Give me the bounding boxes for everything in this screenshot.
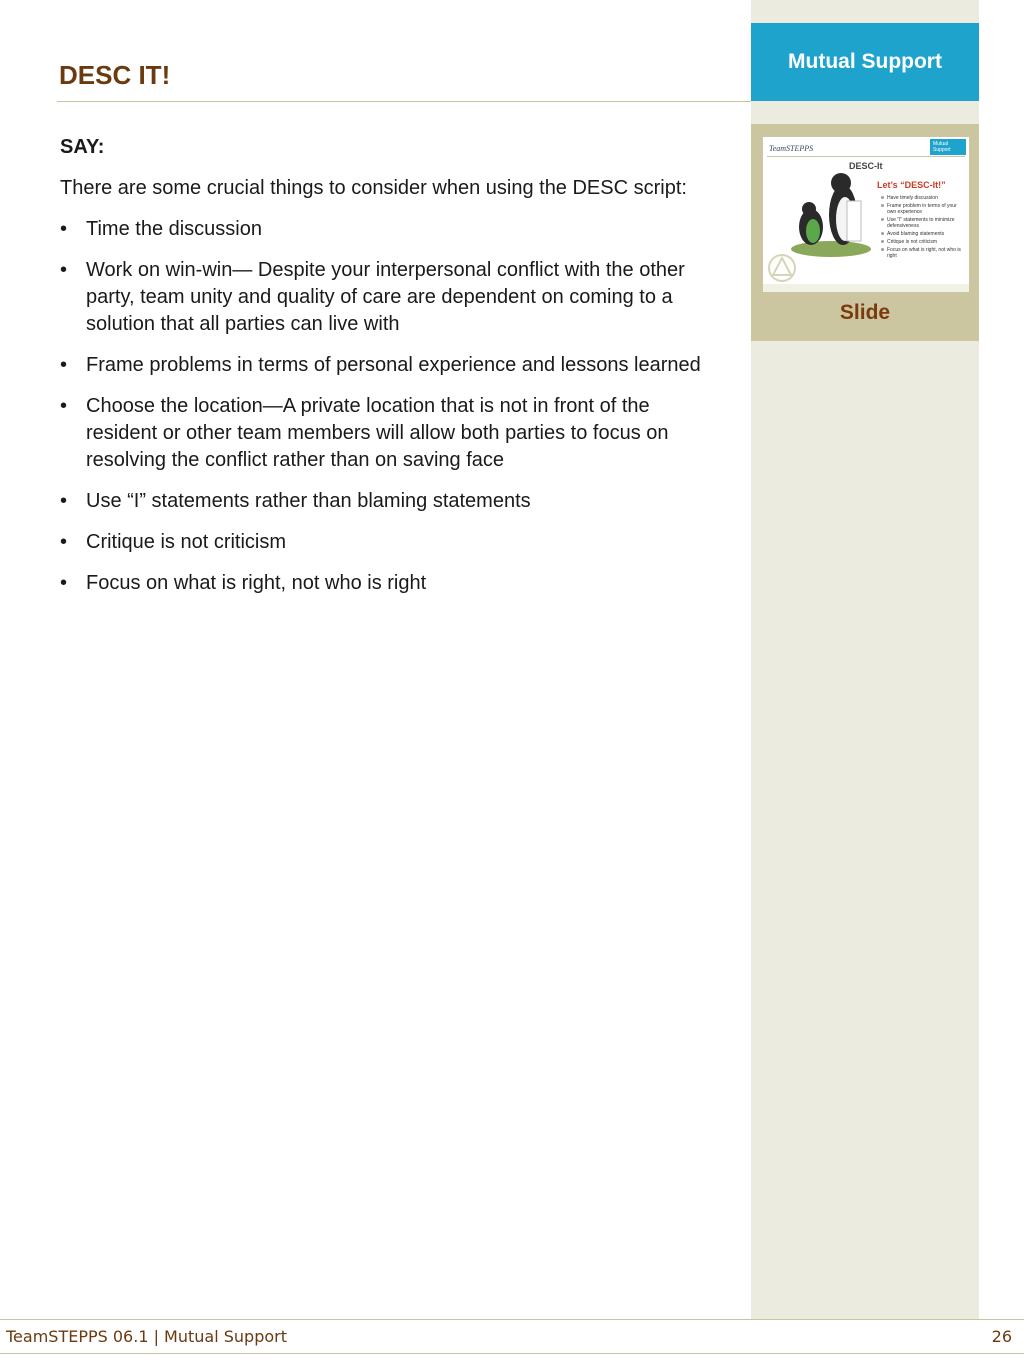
bullet-item [60,216,720,243]
bullet-item [60,393,720,474]
bullet-item [60,570,720,597]
bullet-icon: • [60,490,68,512]
bullet-icon: • [60,531,68,553]
thumbnail-rule [767,156,965,157]
seal-icon [767,253,797,283]
section-tab-label: Mutual Support [788,50,942,73]
thumbnail-list-item: Critique is not criticism [881,239,967,245]
bullet-icon: • [60,354,68,376]
thumbnail-section-tag: Mutual Support [930,139,966,155]
section-tab [751,23,979,101]
bullet-item [60,352,720,379]
bullet-item [60,529,720,556]
bullet-icon: • [60,395,68,417]
bullet-list [60,216,720,597]
bullet-text: Frame problems in terms of personal experience and lessons learned [86,354,701,376]
thumbnail-subtitle: Let’s “DESC-It!” [877,180,946,190]
penguins-illustration [791,167,875,257]
bullet-icon: • [60,259,68,281]
thumbnail-title: DESC-It [849,161,883,171]
footer-rule-top [0,1319,1024,1320]
bullet-item [60,488,720,515]
slide-panel [751,124,979,341]
thumbnail-list-item: Have timely discussion [881,195,967,201]
bullet-text: Work on win-win— Despite your interpersonal conflict with the other party, team unity and quality of care are dependent on coming to a solution that all parties can live with [86,259,685,335]
footer-rule-bottom [0,1353,1024,1354]
thumbnail-list-item: Avoid blaming statements [881,231,967,237]
thumbnail-list [881,195,967,261]
intro-text: There are some crucial things to consider when using the DESC script: [60,177,687,199]
thumbnail-list-item: Use “I” statements to minimize defensiveness [881,217,967,229]
bullet-icon: • [60,572,68,594]
notes-content [60,134,720,611]
page-title: DESC IT! [59,60,171,90]
bullet-text: Time the discussion [86,218,262,240]
page-number: 26 [991,1327,1012,1346]
thumbnail-list-item: Focus on what is right, not who is right [881,247,967,259]
slide-thumbnail[interactable] [762,136,970,293]
bullet-text: Critique is not criticism [86,531,287,553]
bullet-text: Choose the location—A private location that is not in front of the resident or other team members will allow both parties to focus on resolving the conflict rather than on saving face [86,395,669,471]
title-rule [57,101,751,102]
bullet-icon: • [60,218,68,240]
bullet-item [60,257,720,338]
slide-label: Slide [839,301,891,324]
thumbnail-footer [763,284,969,292]
thumbnail-list-item: Frame problem in terms of your own experience [881,203,967,215]
footer-text: TeamSTEPPS 06.1 | Mutual Support [6,1327,287,1346]
say-label: SAY: [60,136,105,158]
bullet-text: Focus on what is right, not who is right [86,572,427,594]
thumbnail-logo: TeamSTEPPS [769,144,814,153]
bullet-text: Use “I” statements rather than blaming statements [86,490,531,512]
